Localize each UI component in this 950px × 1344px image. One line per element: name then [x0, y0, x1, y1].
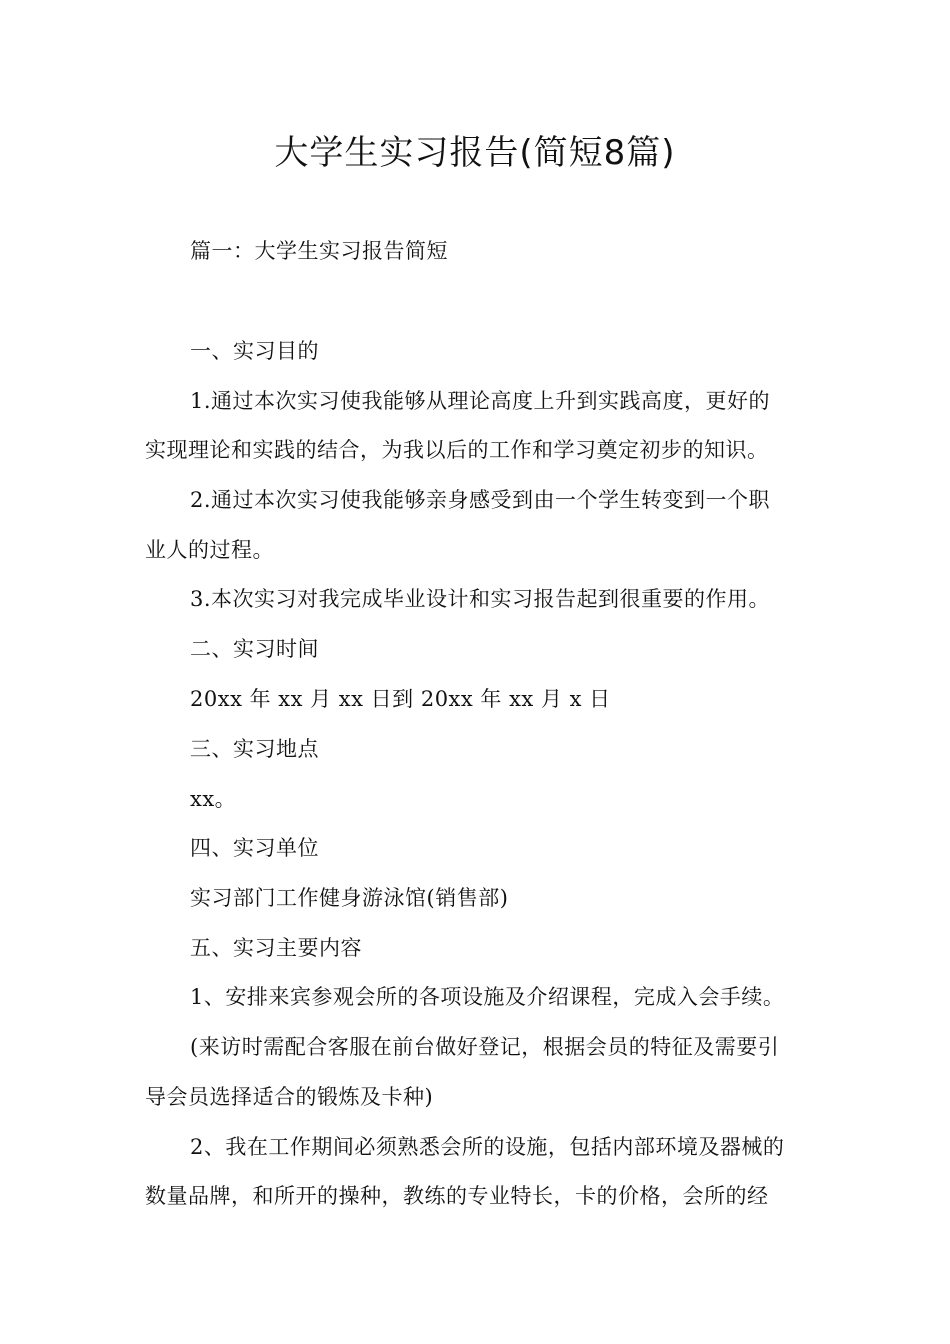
- paragraph-line: 实现理论和实践的结合，为我以后的工作和学习奠定初步的知识。: [145, 438, 769, 462]
- heading-location: 三、实习地点: [190, 737, 319, 761]
- heading-time: 二、实习时间: [190, 637, 319, 661]
- paragraph-line: 2.通过本次实习使我能够亲身感受到由一个学生转变到一个职: [190, 488, 771, 512]
- heading-unit: 四、实习单位: [190, 836, 319, 860]
- heading-purpose: 一、实习目的: [190, 339, 319, 363]
- document-title: 大学生实习报告(简短8篇): [274, 133, 676, 173]
- paragraph-line: 1.通过本次实习使我能够从理论高度上升到实践高度，更好的: [190, 389, 771, 413]
- section-heading-part-one: 篇一：大学生实习报告简短: [190, 239, 448, 263]
- paragraph-line: 数量品牌，和所开的操种，教练的专业特长，卡的价格，会所的经: [145, 1184, 769, 1208]
- paragraph-line: 业人的过程。: [145, 538, 274, 562]
- paragraph-line: 20xx 年 xx 月 xx 日到 20xx 年 xx 月 x 日: [190, 687, 611, 711]
- paragraph-line: 3.本次实习对我完成毕业设计和实习报告起到很重要的作用。: [190, 587, 771, 611]
- paragraph-line: 导会员选择适合的锻炼及卡种): [145, 1085, 434, 1109]
- heading-content: 五、实习主要内容: [190, 936, 362, 960]
- paragraph-line: 1、安排来宾参观会所的各项设施及介绍课程，完成入会手续。: [190, 985, 785, 1009]
- paragraph-line: 实习部门工作健身游泳馆(销售部): [190, 886, 509, 910]
- paragraph-line: 2、我在工作期间必须熟悉会所的设施，包括内部环境及器械的: [190, 1135, 785, 1159]
- paragraph-line: xx。: [190, 787, 237, 811]
- paragraph-line: (来访时需配合客服在前台做好登记，根据会员的特征及需要引: [190, 1035, 780, 1059]
